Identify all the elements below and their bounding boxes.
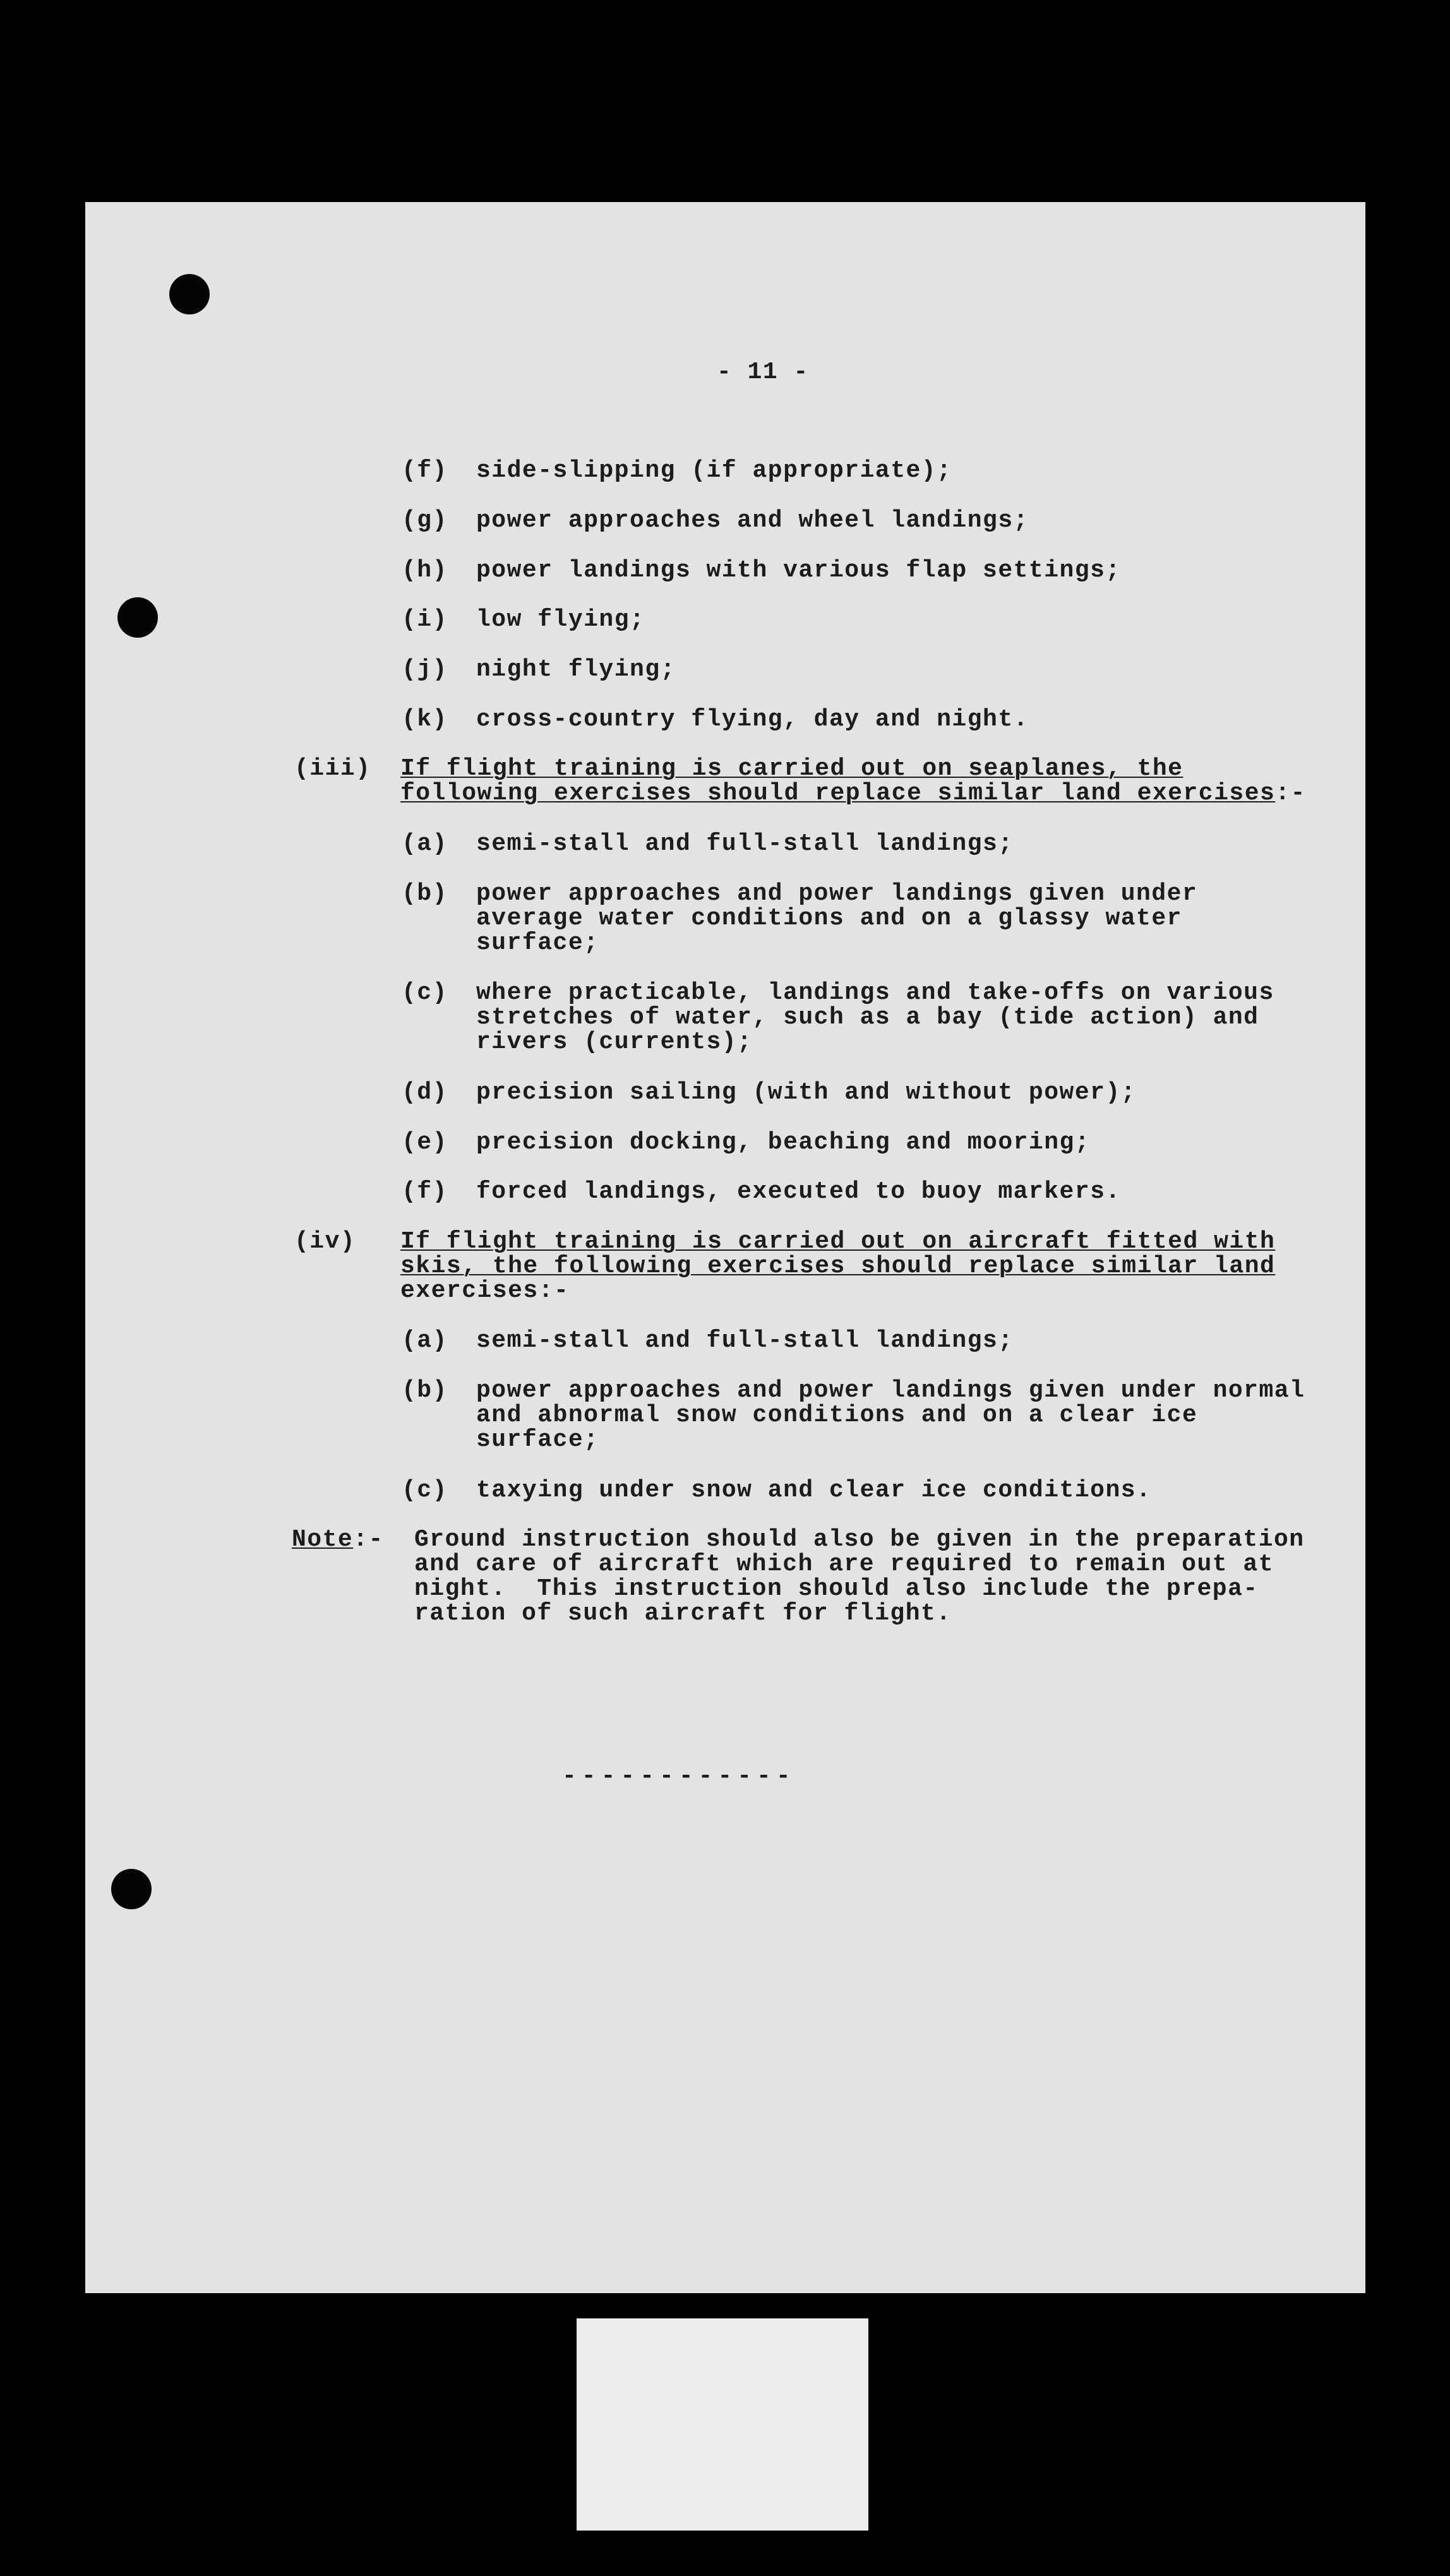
list-item-text: power approaches and wheel landings;	[476, 507, 1029, 534]
list-item-text: rivers (currents);	[476, 1029, 753, 1056]
list-item-label: (a)	[402, 1327, 448, 1354]
list-item-text: surface;	[476, 1426, 599, 1453]
list-item-text: precision docking, beaching and mooring;	[476, 1129, 1091, 1156]
list-item-text: power approaches and power landings given under	[476, 880, 1198, 907]
note-label-tail: :-	[353, 1526, 384, 1553]
note-text: and care of aircraft which are required to remain out at	[414, 1551, 1274, 1578]
section-heading-tail: :-	[1275, 780, 1306, 807]
list-item-label: (g)	[402, 507, 448, 534]
list-item-label: (b)	[402, 880, 448, 907]
list-item-label: (h)	[402, 557, 448, 584]
section-label: (iv)	[294, 1228, 356, 1255]
punch-hole-middle	[117, 597, 158, 638]
list-item-label: (b)	[402, 1377, 448, 1404]
list-item-text: cross-country flying, day and night.	[476, 706, 1029, 733]
list-item-label: (c)	[402, 1477, 448, 1504]
list-item-label: (k)	[402, 706, 448, 733]
list-item-label: (c)	[402, 979, 448, 1006]
punch-hole-top	[169, 274, 210, 314]
list-item-text: where practicable, landings and take-offs on various	[476, 979, 1274, 1006]
list-item-label: (f)	[402, 457, 448, 484]
punch-hole-bottom	[111, 1869, 152, 1909]
note-text: Ground instruction should also be given in the preparation	[414, 1526, 1305, 1553]
note-label-text: Note	[292, 1526, 354, 1553]
section-label: (iii)	[294, 755, 371, 782]
section-heading: If flight training is carried out on seaplanes, the	[400, 755, 1183, 782]
list-item-text: surface;	[476, 929, 599, 957]
list-item-text: taxying under snow and clear ice conditions.	[476, 1477, 1152, 1504]
section-heading-line2	[400, 781, 1306, 806]
list-item-label: (i)	[402, 606, 448, 633]
separator-line: ------------	[562, 1763, 796, 1790]
note-label	[292, 1527, 384, 1552]
section-heading-text: following exercises should replace similar land exercises	[400, 780, 1276, 807]
list-item-label: (e)	[402, 1129, 448, 1156]
list-item-text: night flying;	[476, 656, 676, 683]
note-text: night. This instruction should also include the prepa-	[414, 1575, 1259, 1602]
list-item-text: and abnormal snow conditions and on a clear ice	[476, 1402, 1198, 1429]
page-number: - 11 -	[717, 359, 809, 386]
list-item-text: stretches of water, such as a bay (tide action) and	[476, 1004, 1259, 1031]
list-item-text: low flying;	[476, 606, 645, 633]
note-text: ration of such aircraft for flight.	[414, 1600, 952, 1627]
list-item-text: side-slipping (if appropriate);	[476, 457, 952, 484]
section-heading-tail: exercises:-	[400, 1277, 570, 1304]
list-item-label: (d)	[402, 1079, 448, 1106]
list-item-label: (a)	[402, 830, 448, 857]
list-item-text: precision sailing (with and without power);	[476, 1079, 1137, 1106]
list-item-text: power approaches and power landings given under normal	[476, 1377, 1305, 1404]
section-heading: If flight training is carried out on aircraft fitted with	[400, 1228, 1276, 1255]
list-item-text: semi-stall and full-stall landings;	[476, 1327, 1014, 1354]
list-item-label: (j)	[402, 656, 448, 683]
section-heading: skis, the following exercises should replace similar land	[400, 1253, 1276, 1280]
archive-card	[577, 2318, 868, 2531]
list-item-text: average water conditions and on a glassy water	[476, 905, 1182, 932]
list-item-text: semi-stall and full-stall landings;	[476, 830, 1014, 857]
list-item-label: (f)	[402, 1178, 448, 1205]
list-item-text: power landings with various flap settings;	[476, 557, 1121, 584]
list-item-text: forced landings, executed to buoy markers.	[476, 1178, 1121, 1205]
